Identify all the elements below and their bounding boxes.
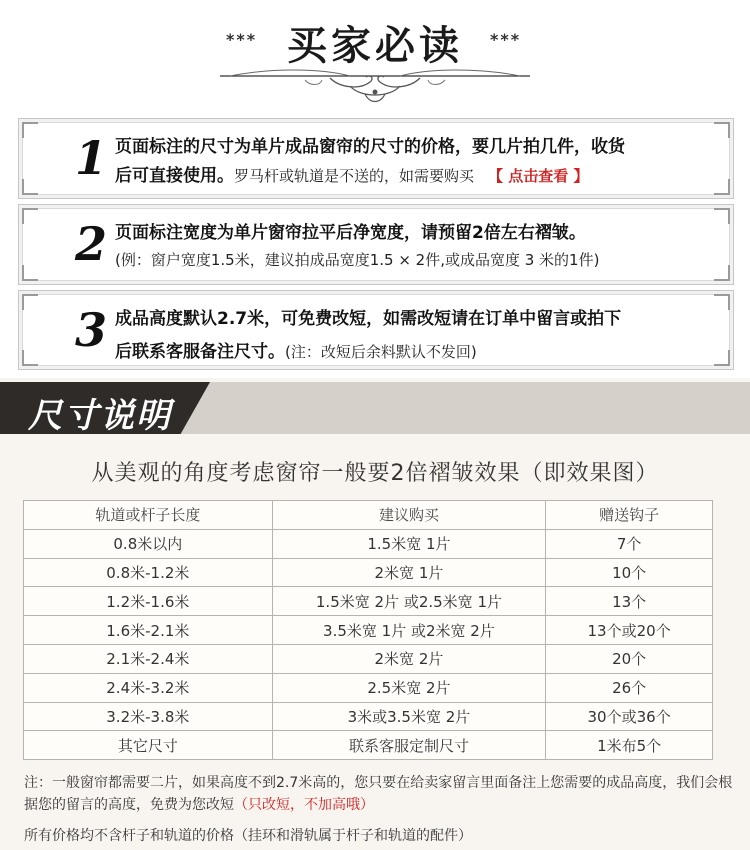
table-cell: 7个: [546, 529, 713, 558]
corner-decoration: [22, 294, 38, 310]
table-cell: 2米宽 1片: [272, 558, 546, 587]
table-cell: 1.5米宽 1片: [272, 529, 546, 558]
corner-decoration: [22, 265, 38, 281]
table-row: [24, 558, 713, 587]
table-row: [24, 731, 713, 760]
table-cell: 10个: [546, 558, 713, 587]
size-section-title: 尺寸说明: [28, 396, 172, 436]
corner-decoration: [714, 265, 730, 281]
table-row: [24, 529, 713, 558]
notice-line-2: [115, 161, 588, 186]
corner-decoration: [22, 122, 38, 138]
page-title: 买家必读: [287, 23, 463, 69]
table-cell: 联系客服定制尺寸: [272, 731, 546, 760]
table-row: [24, 587, 713, 616]
size-banner: [0, 382, 750, 434]
table-header-row: [24, 501, 713, 530]
table-cell: 3米或3.5米宽 2片: [272, 702, 546, 731]
corner-decoration: [714, 294, 730, 310]
table-cell: 20个: [546, 644, 713, 673]
table-cell: 13个: [546, 587, 713, 616]
header-stars-right: ***: [490, 30, 522, 49]
table-cell: 1.5米宽 2片 或2.5米宽 1片: [272, 587, 546, 616]
table-cell: 13个或20个: [546, 616, 713, 645]
corner-decoration: [714, 179, 730, 195]
table-cell: 3.2米-3.8米: [24, 702, 273, 731]
corner-decoration: [22, 208, 38, 224]
notice-line-2-text: (注：改短后余料默认不发回): [285, 343, 477, 361]
size-note: [24, 772, 734, 816]
table-cell: 1.2米-1.6米: [24, 587, 273, 616]
price-note: 所有价格均不含杆子和轨道的价格（挂环和滑轨属于杆子和轨道的配件）: [24, 828, 472, 844]
corner-decoration: [714, 350, 730, 366]
table-row: [24, 673, 713, 702]
notice-line-1: 成品高度默认2.7米，可免费改短，如需改短请在订单中留言或拍下: [115, 309, 622, 329]
corner-decoration: [22, 179, 38, 195]
table-cell: 26个: [546, 673, 713, 702]
view-link[interactable]: 【 点击查看 】: [488, 167, 589, 185]
table-cell: 1.6米-2.1米: [24, 616, 273, 645]
table-cell: 0.8米-1.2米: [24, 558, 273, 587]
notice-line-2-bold: 后联系客服备注尺寸。: [115, 342, 285, 362]
size-subheading: 从美观的角度考虑窗帘一般要2倍褶皱效果（即效果图）: [91, 461, 659, 486]
table-cell: 3.5米宽 1片 或2米宽 2片: [272, 616, 546, 645]
table-row: [24, 644, 713, 673]
notice-line-1: 页面标注的尺寸为单片成品窗帘的尺寸的价格，要几片拍几件，收货: [115, 137, 625, 157]
column-header: 轨道或杆子长度: [24, 501, 273, 530]
column-header: 建议购买: [272, 501, 546, 530]
size-table: [23, 500, 713, 760]
size-note-highlight: （只改短，不加高哦）: [234, 797, 374, 813]
size-note-text: 注：一般窗帘都需要二片，如果高度不到2.7米高的，您只要在给卖家留言里面备注上您需要的成品高度，我们会根据您的留言的高度，免费为您改短: [24, 775, 733, 813]
table-cell: 2.4米-3.2米: [24, 673, 273, 702]
table-cell: 0.8米以内: [24, 529, 273, 558]
notice-number: 1: [75, 131, 108, 185]
table-cell: 30个或36个: [546, 702, 713, 731]
ornament-divider-icon: [210, 64, 540, 108]
notice-line-2: [115, 337, 477, 362]
notice-3: [18, 290, 734, 370]
table-cell: 2.1米-2.4米: [24, 644, 273, 673]
corner-decoration: [714, 122, 730, 138]
notice-line-2-bold: 后可直接使用。: [115, 166, 234, 186]
corner-decoration: [22, 350, 38, 366]
notice-number: 2: [75, 217, 108, 271]
table-cell: 其它尺寸: [24, 731, 273, 760]
table-row: [24, 616, 713, 645]
table-cell: 2米宽 2片: [272, 644, 546, 673]
notice-number: 3: [75, 303, 108, 357]
header: [0, 0, 750, 112]
corner-decoration: [714, 208, 730, 224]
notice-line-2: (例：窗户宽度1.5米，建议拍成品宽度1.5 × 2件,或成品宽度 3 米的1件): [115, 251, 600, 269]
notice-line-2-text: 罗马杆或轨道是不送的，如需要购买: [234, 167, 475, 185]
notice-1: [18, 118, 734, 199]
column-header: 赠送钩子: [546, 501, 713, 530]
header-stars-left: ***: [226, 30, 258, 49]
notice-2: [18, 204, 734, 285]
notice-line-1: 页面标注宽度为单片窗帘拉平后净宽度，请预留2倍左右褶皱。: [115, 223, 586, 243]
table-row: [24, 702, 713, 731]
table-cell: 2.5米宽 2片: [272, 673, 546, 702]
table-cell: 1米布5个: [546, 731, 713, 760]
